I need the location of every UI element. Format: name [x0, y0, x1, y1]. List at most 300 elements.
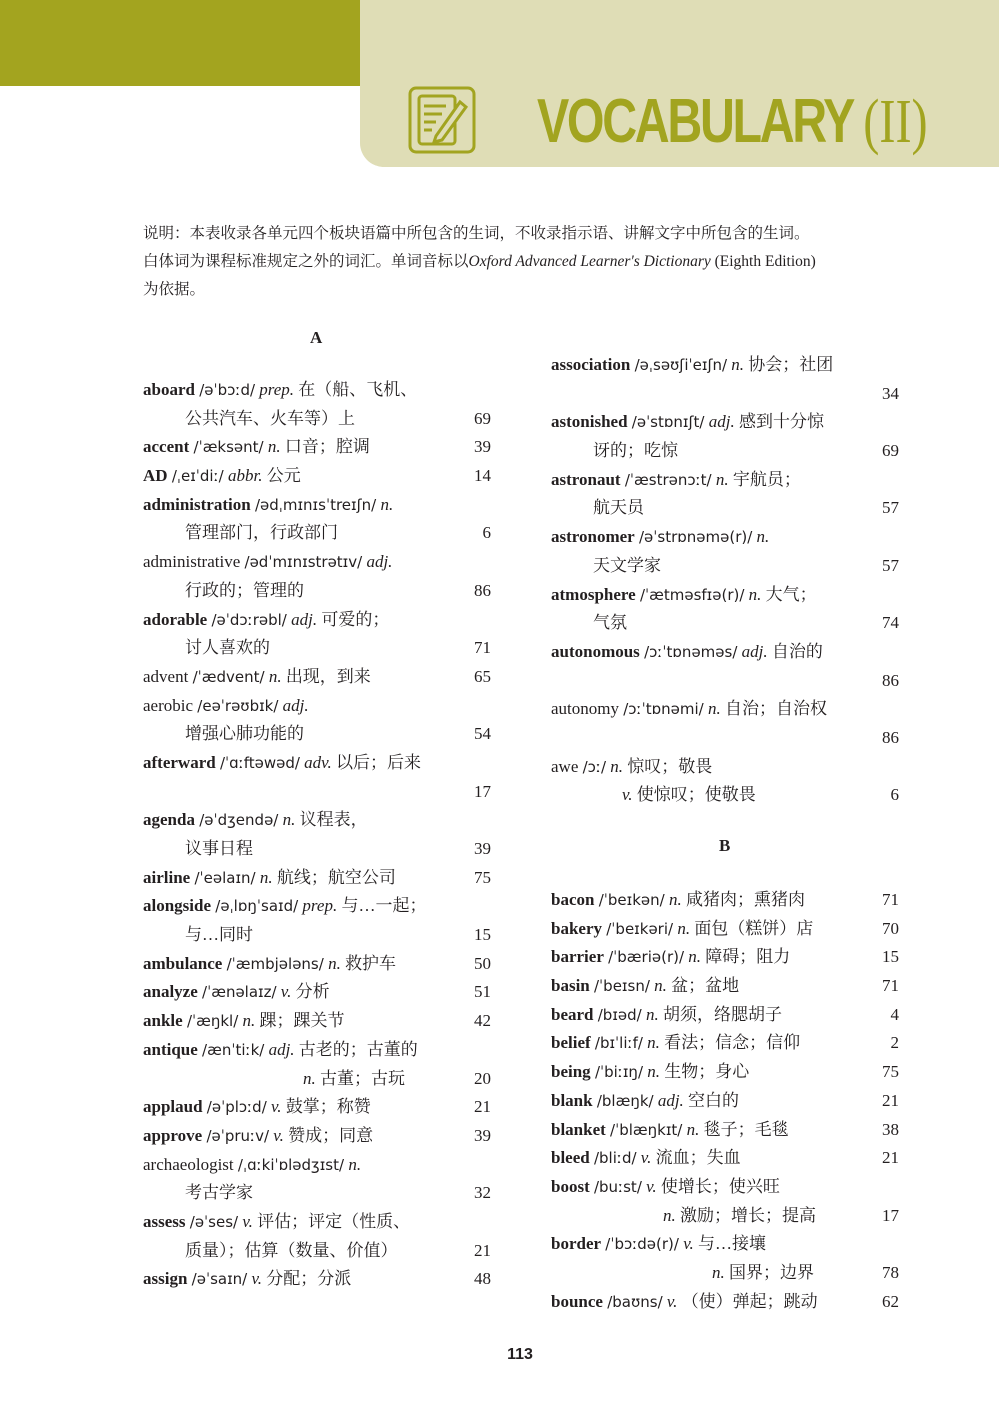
part-of-speech: v. [242, 1211, 253, 1231]
part-of-speech: n. [663, 1205, 676, 1225]
vocab-entry [551, 1144, 899, 1173]
vocab-entry [143, 1122, 491, 1151]
textbook-page-ref: 39 [474, 1125, 491, 1145]
textbook-page-ref: 86 [882, 727, 899, 747]
entry-line [551, 695, 899, 724]
headword: administration [143, 494, 251, 514]
definition: 气氛 [593, 613, 627, 633]
vocab-entry [551, 1029, 899, 1058]
continued-text [185, 638, 270, 657]
vocab-entry [551, 1288, 899, 1317]
headword: belief [551, 1033, 591, 1053]
vocab-entry [143, 749, 491, 806]
textbook-page-ref: 21 [474, 1097, 491, 1117]
headword: astonished [551, 412, 628, 432]
entry-line [143, 892, 491, 921]
definition: 感到十分惊 [738, 412, 824, 432]
textbook-page-ref: 39 [474, 839, 491, 858]
headword: ambulance [143, 953, 223, 973]
part-of-speech: v. [622, 785, 633, 805]
vocab-entry [551, 408, 899, 465]
entry-line [143, 548, 491, 577]
definition: 使增长；使兴旺 [660, 1176, 780, 1196]
entry-line-continued [143, 921, 491, 950]
phonetic: /baʊns/ [607, 1292, 663, 1311]
headword: advent [143, 666, 189, 686]
intro-text: 白体词为课程标准规定之外的词汇。单词音标以 [143, 253, 469, 270]
textbook-page-ref: 21 [474, 1240, 491, 1260]
entry-line [551, 351, 899, 380]
entry-line [551, 1029, 899, 1058]
definition: 踝；踝关节 [259, 1011, 345, 1031]
headword: bakery [551, 918, 602, 938]
entry-line [143, 1151, 491, 1180]
headword: assess [143, 1211, 186, 1231]
vocab-entry [143, 606, 491, 663]
definition: 赞成；同意 [288, 1125, 374, 1145]
phonetic: /əˈstɒnɪʃt/ [631, 413, 705, 432]
part-of-speech: adv. [304, 752, 332, 772]
headword: bacon [551, 890, 595, 909]
definition: 评估；评定（性质、 [257, 1211, 411, 1231]
part-of-speech: prep. [259, 380, 295, 399]
definition: 使惊叹；使敬畏 [636, 785, 756, 805]
definition: 咸猪肉；熏猪肉 [685, 890, 805, 909]
textbook-page-ref: 21 [882, 1090, 899, 1110]
textbook-page-ref: 86 [882, 670, 899, 690]
part-of-speech: adj. [366, 552, 393, 572]
definition: 与…接壤 [698, 1234, 767, 1254]
definition: 自治的 [771, 641, 823, 661]
page-title [537, 84, 928, 160]
entry-line [551, 1173, 899, 1202]
part-of-speech: n. [654, 976, 667, 996]
entry-line-continued [143, 1179, 491, 1208]
definition: 生物；身心 [664, 1062, 750, 1082]
textbook-page-ref: 54 [474, 724, 491, 744]
entry-line-continued [551, 437, 899, 466]
headword: applaud [143, 1097, 203, 1117]
definition: 古董；古玩 [320, 1068, 405, 1088]
continued-text [622, 785, 756, 804]
vocab-column-right-a [551, 351, 899, 810]
headword: autonomous [551, 641, 640, 661]
vocab-entry [143, 864, 491, 893]
headword: adorable [143, 609, 208, 629]
definition: 胡须，络腮胡子 [662, 1004, 782, 1024]
headword: analyze [143, 982, 198, 1002]
phonetic: /ˈɑːftəwəd/ [219, 753, 300, 772]
continued-text [593, 556, 661, 575]
vocab-entry [551, 943, 899, 972]
vocab-entry [551, 1173, 899, 1230]
textbook-page-ref: 86 [474, 580, 491, 600]
headword: ankle [143, 1011, 183, 1031]
entry-line [143, 1007, 491, 1036]
entry-line [143, 491, 491, 520]
textbook-page-ref: 75 [882, 1062, 899, 1082]
entry-line-continued [551, 1259, 899, 1288]
phonetic: /əˈbɔːd/ [199, 381, 256, 399]
definition: 宇航员； [732, 469, 801, 489]
vocab-entry [551, 523, 899, 580]
headword: alongside [143, 896, 212, 916]
headword: accent [143, 437, 190, 457]
definition: 行政的；管理的 [185, 580, 304, 600]
part-of-speech: n. [303, 1068, 316, 1088]
entry-line [143, 606, 491, 635]
entry-line-continued [143, 720, 491, 749]
vocab-column-left [143, 376, 491, 1294]
vocab-entry [551, 886, 899, 915]
vocab-entry [143, 433, 491, 462]
entry-line [551, 943, 899, 972]
headword: archaeologist [143, 1154, 234, 1174]
textbook-page-ref: 71 [882, 890, 899, 909]
phonetic: /ˌeɪˈdiː/ [171, 467, 224, 486]
definition: 航天员 [593, 498, 644, 518]
entry-line-continued [551, 1202, 899, 1231]
entry-line [551, 638, 899, 667]
phonetic: /bliːd/ [593, 1149, 637, 1168]
continued-text [712, 1263, 814, 1282]
entry-line [143, 1208, 491, 1237]
entry-line-continued [143, 1065, 491, 1094]
definition: 大气； [765, 584, 817, 604]
definition: 看法；信念；信仰 [664, 1033, 801, 1053]
definition: 公共汽车、火车等）上 [185, 408, 355, 428]
textbook-page-ref: 34 [882, 383, 899, 403]
part-of-speech: v. [251, 1269, 263, 1289]
headword: administrative [143, 552, 241, 572]
definition: （使）弹起；跳动 [681, 1291, 818, 1311]
headword: border [551, 1234, 602, 1254]
continued-text [593, 441, 678, 460]
textbook-page-ref: 2 [890, 1033, 899, 1053]
continued-text [185, 523, 338, 542]
part-of-speech: adj. [708, 412, 735, 432]
definition: 讶的；吃惊 [593, 441, 678, 461]
textbook-page-ref: 70 [882, 918, 899, 938]
textbook-page-ref: 38 [882, 1119, 899, 1139]
entry-line-continued [143, 519, 491, 548]
headword: blanket [551, 1119, 606, 1139]
headword: antique [143, 1039, 198, 1059]
textbook-page-ref: 57 [882, 498, 899, 518]
vocab-entry [143, 1265, 491, 1294]
part-of-speech: n. [267, 437, 281, 457]
entry-line [551, 1230, 899, 1259]
phonetic: /ˈbɔːdə(r)/ [605, 1235, 679, 1254]
part-of-speech: n. [707, 699, 721, 719]
textbook-page-ref: 32 [474, 1183, 491, 1203]
continued-text [185, 409, 355, 428]
vocab-entry [143, 1151, 491, 1208]
definition: 可爱的； [321, 609, 390, 629]
vocab-entry [551, 915, 899, 944]
continued-text [185, 925, 253, 944]
textbook-page-ref: 48 [474, 1269, 491, 1289]
vocab-entry [551, 695, 899, 752]
textbook-page-ref: 39 [474, 437, 491, 457]
part-of-speech: n. [712, 1262, 725, 1282]
textbook-page-ref: 21 [882, 1148, 899, 1168]
textbook-page-ref: 71 [882, 976, 899, 996]
definition: 救护车 [345, 953, 397, 973]
definition: 与…一起； [341, 896, 427, 916]
phonetic: /ˈæksənt/ [193, 438, 264, 457]
headword: approve [143, 1125, 203, 1145]
part-of-speech: n. [668, 890, 682, 909]
textbook-page-ref: 75 [474, 867, 491, 887]
entry-line [143, 864, 491, 893]
continued-text [303, 1069, 405, 1088]
entry-line [551, 1001, 899, 1030]
entry-line [551, 523, 899, 552]
definition: 空白的 [688, 1090, 740, 1110]
entry-line [551, 1087, 899, 1116]
vocab-entry [551, 466, 899, 523]
phonetic: /ɔː/ [582, 757, 607, 776]
intro-note [143, 220, 913, 304]
phonetic: /ɔːˈtɒnəmi/ [623, 700, 704, 719]
definition: 协会；社团 [748, 355, 834, 374]
vocab-entry [143, 663, 491, 692]
definition: 惊叹；敬畏 [627, 756, 713, 776]
continued-text [185, 1241, 398, 1260]
entry-line [143, 749, 491, 778]
vocab-entry [143, 978, 491, 1007]
phonetic: /ədˈmɪnɪstrətɪv/ [244, 553, 363, 572]
textbook-page-ref: 14 [474, 466, 491, 486]
phonetic: /buːst/ [593, 1177, 642, 1196]
definition: 考古学家 [185, 1183, 253, 1203]
phonetic: /ɔːˈtɒnəməs/ [644, 642, 738, 661]
part-of-speech: v. [646, 1176, 657, 1196]
part-of-speech: n. [647, 1062, 660, 1082]
part-of-speech: n. [610, 756, 624, 776]
definition: 流血；失血 [655, 1148, 741, 1168]
entry-line-continued [143, 577, 491, 606]
phonetic: /ˈætməsfɪə(r)/ [639, 585, 745, 604]
vocab-entry [551, 638, 899, 695]
section-heading-a: A [310, 328, 323, 347]
vocab-entry [551, 1001, 899, 1030]
vocab-entry [551, 1087, 899, 1116]
continued-text [185, 839, 253, 858]
definition: 增强心肺功能的 [185, 724, 304, 744]
part-of-speech: v. [666, 1291, 678, 1311]
entry-line [143, 1093, 491, 1122]
vocab-entry [143, 376, 491, 433]
vocab-entry [143, 806, 491, 863]
vocab-entry [551, 1116, 899, 1145]
entry-line [143, 1265, 491, 1294]
vocab-entry [143, 1036, 491, 1093]
entry-line [143, 806, 491, 835]
vocab-entry [143, 892, 491, 949]
headword: AD [143, 466, 168, 486]
vocab-entry [143, 950, 491, 979]
part-of-speech: v. [683, 1234, 694, 1254]
part-of-speech: n. [380, 494, 394, 514]
vocab-entry [551, 1230, 899, 1287]
entry-line-continued [551, 494, 899, 523]
textbook-page-ref: 42 [474, 1011, 491, 1031]
headword: astronaut [551, 469, 621, 489]
phonetic: /ədˌmɪnɪsˈtreɪʃn/ [254, 495, 377, 514]
phonetic: /blæŋk/ [596, 1091, 654, 1110]
continued-text [593, 498, 644, 517]
headword: awe [551, 756, 579, 776]
phonetic: /eəˈrəʊbɪk/ [197, 696, 279, 715]
definition: 面包（糕饼）店 [694, 918, 814, 938]
definition: 议事日程 [185, 839, 253, 858]
vocab-entry [551, 1058, 899, 1087]
phonetic: /ˈeəlaɪn/ [194, 868, 256, 887]
definition: 口音；腔调 [284, 437, 370, 457]
entry-line-continued [551, 380, 899, 409]
definition: 国界；边界 [729, 1262, 814, 1282]
textbook-page-ref: 15 [882, 947, 899, 967]
part-of-speech: adj. [657, 1090, 684, 1110]
vocab-entry [143, 692, 491, 749]
continued-text [185, 724, 304, 743]
entry-line [143, 950, 491, 979]
definition: 激励；增长；提高 [680, 1205, 816, 1225]
part-of-speech: n. [731, 355, 745, 374]
definition: 盆；盆地 [671, 976, 740, 996]
part-of-speech: n. [715, 469, 729, 489]
part-of-speech: adj. [282, 695, 309, 715]
headword: association [551, 355, 631, 374]
entry-line [551, 915, 899, 944]
definition: 天文学家 [593, 555, 661, 575]
vocab-entry [143, 1093, 491, 1122]
entry-line [551, 753, 899, 782]
entry-line-continued [551, 667, 899, 696]
headword: blank [551, 1090, 593, 1110]
textbook-page-ref: 51 [474, 982, 491, 1002]
vocab-entry [143, 548, 491, 605]
vocab-entry [551, 972, 899, 1001]
entry-line [551, 581, 899, 610]
headword: boost [551, 1176, 590, 1196]
phonetic: /ˌɑːkiˈɒlədʒɪst/ [237, 1155, 345, 1174]
entry-line [551, 1144, 899, 1173]
definition: 古老的；古董的 [298, 1039, 418, 1059]
headword: astronomer [551, 527, 635, 547]
vocab-entry [143, 462, 491, 491]
entry-line-continued [551, 781, 899, 810]
definition: 以后；后来 [335, 752, 421, 772]
phonetic: /ˈbeɪkən/ [598, 891, 665, 909]
part-of-speech: n. [328, 953, 341, 973]
definition: 公元 [266, 466, 301, 486]
continued-text [185, 1183, 253, 1202]
definition: 议程表， [299, 810, 368, 830]
entry-line [551, 466, 899, 495]
entry-line [551, 1288, 899, 1317]
phonetic: /ˈblæŋkɪt/ [610, 1120, 683, 1139]
phonetic: /ˈædvent/ [192, 667, 265, 686]
definition: 毯子；毛毯 [703, 1119, 789, 1139]
entry-line [551, 1058, 899, 1087]
entry-line-continued [143, 778, 491, 807]
textbook-page-ref: 71 [474, 638, 491, 658]
entry-line [143, 692, 491, 721]
definition: 质量）；估算（数量、价值） [185, 1240, 398, 1260]
entry-line [551, 1116, 899, 1145]
part-of-speech: abbr. [227, 466, 263, 486]
headword: bounce [551, 1291, 603, 1311]
phonetic: /əˈdɔːrəbl/ [211, 610, 287, 629]
vocab-entry [143, 1007, 491, 1036]
phonetic: /ˈbæriə(r)/ [608, 948, 685, 967]
vocab-entry [143, 491, 491, 548]
part-of-speech: v. [280, 982, 292, 1002]
part-of-speech: n. [259, 867, 273, 887]
headword: aerobic [143, 695, 194, 715]
part-of-speech: n. [677, 918, 691, 938]
continued-text [185, 581, 304, 600]
textbook-page-ref: 62 [882, 1291, 899, 1311]
part-of-speech: v. [271, 1097, 282, 1117]
phonetic: /əˌlɒŋˈsaɪd/ [215, 897, 299, 916]
entry-line [143, 978, 491, 1007]
intro-line-3: 为依据。 [143, 281, 206, 298]
vocab-entry [143, 1208, 491, 1265]
textbook-page-ref: 15 [474, 925, 491, 945]
definition: 障碍；阻力 [705, 947, 791, 967]
definition: 与…同时 [185, 925, 253, 945]
headword: basin [551, 976, 590, 996]
definition: 鼓掌；称赞 [285, 1097, 371, 1117]
phonetic: /əˈses/ [189, 1212, 239, 1231]
headword: agenda [143, 810, 195, 830]
phonetic: /ˈbeɪsn/ [594, 977, 650, 996]
part-of-speech: adj. [268, 1039, 295, 1059]
section-heading-b: B [719, 836, 731, 855]
dictionary-title: Oxford Advanced Learner's Dictionary [468, 253, 711, 270]
part-of-speech: n. [242, 1011, 256, 1031]
part-of-speech: prep. [302, 896, 338, 916]
part-of-speech: n. [748, 584, 762, 604]
entry-line [551, 408, 899, 437]
vocab-column-right-b [551, 886, 899, 1316]
definition: 分析 [295, 982, 330, 1002]
part-of-speech: n. [645, 1004, 659, 1024]
phonetic: /ˈæmbjələns/ [226, 954, 324, 973]
phonetic: /ˈæŋkl/ [186, 1012, 239, 1031]
headword: beard [551, 1004, 594, 1024]
entry-line-continued [143, 835, 491, 864]
entry-line [143, 1122, 491, 1151]
intro-line-1: 说明：本表收录各单元四个板块语篇中所包含的生词，不收录指示语、讲解文字中所包含的生词。 [143, 225, 810, 242]
definition: 分配；分派 [266, 1269, 352, 1289]
textbook-page-ref: 65 [474, 666, 491, 686]
page-number: 113 [507, 1346, 533, 1363]
part-of-speech: n. [756, 527, 770, 547]
part-of-speech: n. [686, 1119, 700, 1139]
entry-line-continued [551, 609, 899, 638]
continued-text [663, 1206, 816, 1225]
entry-line [143, 462, 491, 491]
title-suffix: (II) [863, 88, 928, 156]
entry-line-continued [551, 724, 899, 753]
headword: aboard [143, 380, 195, 399]
title-text: VOCABULARY [537, 87, 853, 156]
